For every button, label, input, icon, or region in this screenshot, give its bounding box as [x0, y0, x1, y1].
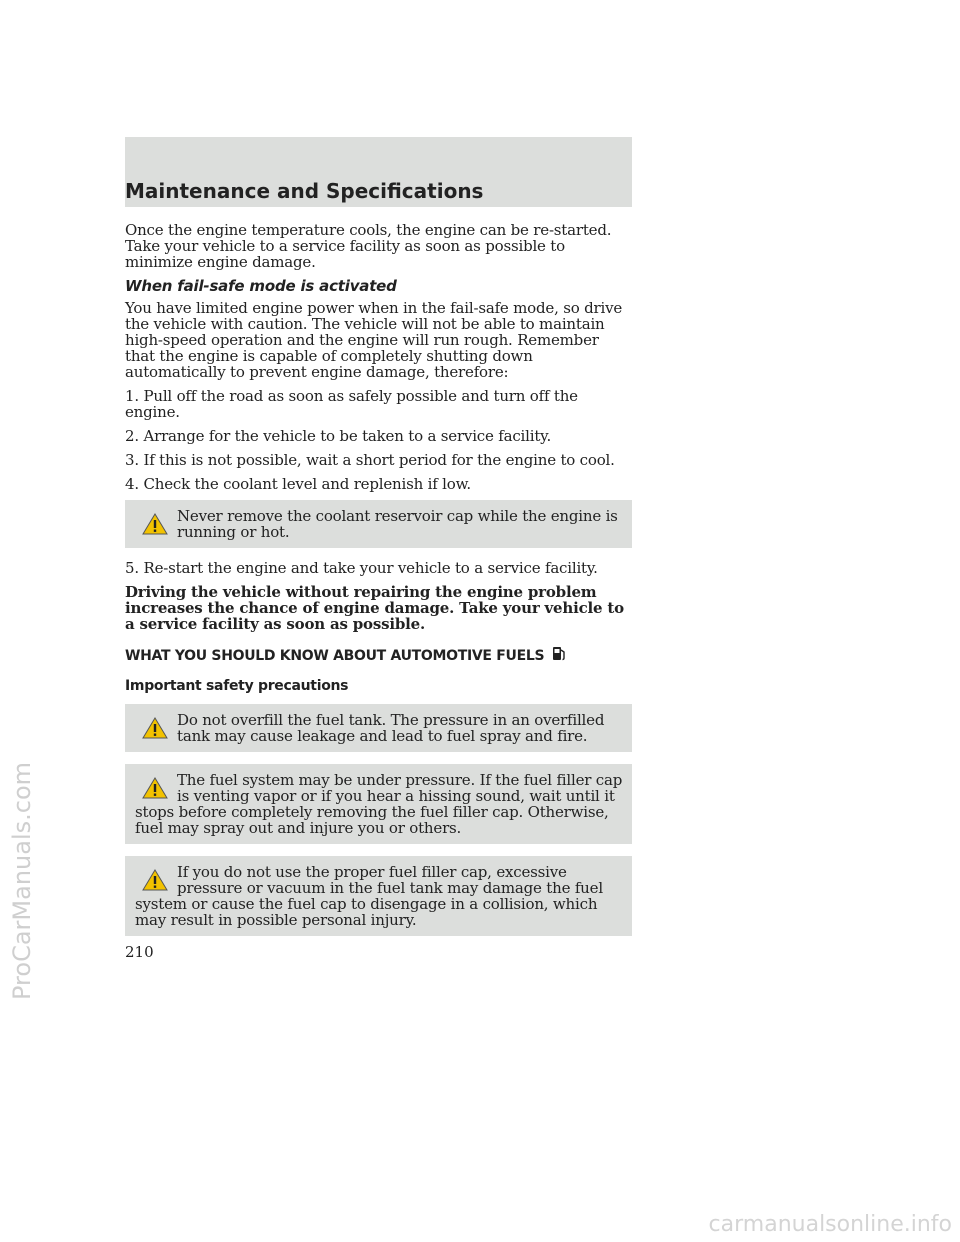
- page-number: 210: [125, 943, 154, 961]
- warning-box-filler-cap: [125, 856, 632, 936]
- section-title: Maintenance and Specifications: [125, 179, 484, 203]
- footer-watermark: carmanualsonline.info: [708, 1212, 952, 1237]
- fuels-section-heading: [125, 644, 632, 664]
- step-3: 3. If this is not possible, wait a short period for the engine to cool.: [125, 451, 615, 469]
- intro-paragraph: Once the engine temperature cools, the engine can be re-started. Take your vehicle to a service facility as soon as possible to minimize engine damage.: [125, 221, 612, 271]
- step-2: 2. Arrange for the vehicle to be taken to a service facility.: [125, 427, 552, 445]
- warning-triangle-icon: [141, 868, 169, 892]
- warning-text: Do not overfill the fuel tank. The pressure in an overfilled tank may cause leakage and lead to fuel spray and fire.: [177, 711, 605, 745]
- engine-damage-note: Driving the vehicle without repairing the engine problem increases the chance of engine damage. Take your vehicle to a service facility as soon as possible.: [125, 583, 624, 633]
- warning-text: If you do not use the proper fuel filler cap, excessive pressure or vacuum in the fuel tank may damage the fuel system or cause the fuel cap to disengage in a collision, which may result in possible personal injury.: [135, 863, 603, 929]
- page-content: [125, 222, 632, 948]
- step-1: 1. Pull off the road as soon as safely possible and turn off the engine.: [125, 387, 578, 421]
- warning-text: Never remove the coolant reservoir cap while the engine is running or hot.: [177, 507, 618, 541]
- fuels-section-title: WHAT YOU SHOULD KNOW ABOUT AUTOMOTIVE FUELS: [125, 648, 545, 664]
- warning-triangle-icon: [141, 512, 169, 536]
- fuel-pump-icon: [551, 644, 567, 662]
- warning-triangle-icon: [141, 716, 169, 740]
- subhead-fail-safe: When fail-safe mode is activated: [125, 277, 397, 295]
- fail-safe-paragraph: You have limited engine power when in the fail-safe mode, so drive the vehicle with caution. The vehicle will not be able to maintain high-speed operation and the engine will run rough. Remember that the engine is capable of completely shutting down automatically to prevent engine damage, therefore:: [125, 299, 623, 381]
- warning-triangle-icon: [141, 776, 169, 800]
- step-5: 5. Re-start the engine and take your vehicle to a service facility.: [125, 559, 598, 577]
- warning-box-pressure: [125, 764, 632, 844]
- side-watermark: ProCarManuals.com: [8, 761, 36, 1000]
- safety-precautions-heading: Important safety precautions: [125, 678, 349, 694]
- warning-box-overfill: [125, 704, 632, 752]
- warning-text: The fuel system may be under pressure. If the fuel filler cap is venting vapor or if you hear a hissing sound, wait until it stops before completely removing the fuel filler cap. Otherwise, fuel may spray out and injure you or others.: [135, 771, 623, 837]
- step-4: 4. Check the coolant level and replenish if low.: [125, 475, 471, 493]
- section-header-band: [125, 137, 632, 207]
- warning-box-coolant: [125, 500, 632, 548]
